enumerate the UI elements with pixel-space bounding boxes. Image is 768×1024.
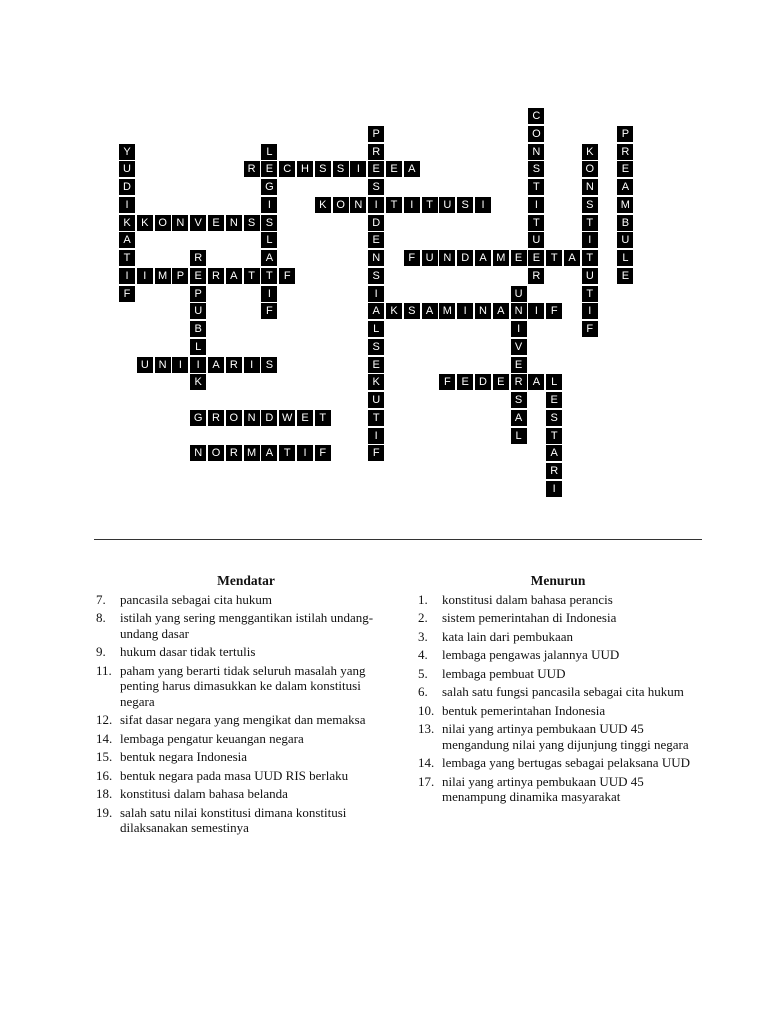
- crossword-cell: S: [368, 339, 384, 355]
- crossword-cell: K: [386, 303, 402, 319]
- crossword-cell: B: [617, 215, 633, 231]
- crossword-cell: B: [190, 321, 206, 337]
- crossword-cell: G: [261, 179, 277, 195]
- crossword-cell: L: [261, 144, 277, 160]
- clue-item: [418, 684, 704, 700]
- crossword-grid: [0, 0, 768, 500]
- crossword-cell: L: [368, 321, 384, 337]
- clue-item: [96, 731, 396, 747]
- crossword-cell: S: [315, 161, 331, 177]
- crossword-cell: R: [208, 410, 224, 426]
- crossword-cell: T: [528, 179, 544, 195]
- crossword-cell: E: [208, 215, 224, 231]
- crossword-cell: U: [528, 232, 544, 248]
- crossword-cell: T: [261, 268, 277, 284]
- crossword-cell: S: [546, 410, 562, 426]
- crossword-cell: I: [511, 321, 527, 337]
- clue-number: 12.: [96, 712, 113, 727]
- crossword-cell: N: [475, 303, 491, 319]
- crossword-cell: U: [511, 286, 527, 302]
- crossword-cell: D: [368, 215, 384, 231]
- clue-item: [418, 755, 704, 771]
- crossword-cell: I: [190, 357, 206, 373]
- crossword-cell: E: [511, 357, 527, 373]
- clue-text: paham yang berarti tidak seluruh masalah yang penting harus dimasukkan ke dalam konstitusi negara: [120, 662, 366, 709]
- clue-number: 3.: [418, 628, 428, 644]
- crossword-cell: S: [261, 357, 277, 373]
- crossword-cell: T: [119, 250, 135, 266]
- crossword-cell: N: [226, 215, 242, 231]
- crossword-cell: F: [368, 445, 384, 461]
- crossword-cell: I: [244, 357, 260, 373]
- crossword-cell: T: [528, 215, 544, 231]
- crossword-cell: O: [528, 126, 544, 142]
- clue-item: [418, 721, 704, 752]
- crossword-cell: I: [172, 357, 188, 373]
- crossword-cell: I: [119, 268, 135, 284]
- clue-number: 1.: [418, 591, 428, 607]
- crossword-cell: S: [457, 197, 473, 213]
- crossword-cell: A: [475, 250, 491, 266]
- clue-number: 19.: [96, 804, 113, 820]
- crossword-cell: A: [261, 250, 277, 266]
- divider-line: [94, 539, 702, 540]
- crossword-cell: E: [386, 161, 402, 177]
- crossword-cell: K: [119, 215, 135, 231]
- crossword-cell: I: [368, 286, 384, 302]
- clues-menurun-heading: Menurun: [530, 573, 586, 588]
- crossword-cell: N: [350, 197, 366, 213]
- crossword-cell: R: [617, 144, 633, 160]
- clue-number: 11.: [96, 662, 112, 678]
- crossword-cell: I: [404, 197, 420, 213]
- crossword-cell: U: [617, 232, 633, 248]
- crossword-cell: E: [493, 374, 509, 390]
- clue-text: salah satu fungsi pancasila sebagai cita hukum: [442, 684, 684, 699]
- crossword-cell: U: [422, 250, 438, 266]
- crossword-cell: E: [617, 268, 633, 284]
- clues-menurun-list: [418, 592, 704, 805]
- clue-number: 5.: [418, 665, 428, 681]
- clue-text: nilai yang artinya pembukaan UUD 45 mengandung nilai yang dijunjung tinggi negara: [442, 721, 689, 752]
- crossword-cell: I: [528, 197, 544, 213]
- crossword-cell: I: [368, 428, 384, 444]
- clue-text: salah satu nilai konstitusi dimana konstitusi dilaksanakan semestinya: [120, 804, 347, 835]
- crossword-cell: O: [582, 161, 598, 177]
- clue-item: [96, 712, 396, 728]
- crossword-cell: K: [368, 374, 384, 390]
- crossword-cell: I: [528, 303, 544, 319]
- crossword-cell: L: [546, 374, 562, 390]
- clue-item: [96, 749, 396, 765]
- crossword-cell: I: [297, 445, 313, 461]
- crossword-cell: T: [244, 268, 260, 284]
- crossword-cell: F: [315, 445, 331, 461]
- crossword-cell: R: [511, 374, 527, 390]
- clue-number: 6.: [418, 684, 428, 699]
- crossword-cell: A: [564, 250, 580, 266]
- crossword-cell: A: [208, 357, 224, 373]
- crossword-cell: N: [511, 303, 527, 319]
- crossword-cell: E: [617, 161, 633, 177]
- crossword-cell: I: [137, 268, 153, 284]
- crossword-cell: M: [155, 268, 171, 284]
- clue-text: sifat dasar negara yang mengikat dan memaksa: [120, 712, 366, 727]
- crossword-cell: A: [617, 179, 633, 195]
- crossword-cell: N: [528, 144, 544, 160]
- clue-text: lembaga pembuat UUD: [442, 665, 566, 681]
- crossword-cell: I: [546, 481, 562, 497]
- clue-number: 17.: [418, 773, 435, 789]
- crossword-cell: Y: [119, 144, 135, 160]
- clue-item: [96, 663, 396, 710]
- crossword-cell: T: [422, 197, 438, 213]
- clue-text: lembaga pengawas jalannya UUD: [442, 647, 620, 662]
- crossword-cell: T: [582, 215, 598, 231]
- clue-item: [96, 592, 396, 608]
- crossword-cell: E: [528, 250, 544, 266]
- clue-item: [418, 666, 704, 682]
- clues-mendatar-list: [96, 592, 396, 836]
- clue-item: [96, 805, 396, 836]
- crossword-cell: I: [119, 197, 135, 213]
- clue-item: [418, 592, 704, 608]
- crossword-cell: R: [244, 161, 260, 177]
- crossword-cell: N: [368, 250, 384, 266]
- crossword-cell: N: [582, 179, 598, 195]
- clues-mendatar-heading: Mendatar: [217, 573, 275, 588]
- clue-text: istilah yang sering menggantikan istilah undang-undang dasar: [120, 610, 374, 641]
- crossword-cell: R: [226, 445, 242, 461]
- crossword-cell: U: [137, 357, 153, 373]
- crossword-cell: T: [386, 197, 402, 213]
- clues-mendatar: [96, 573, 396, 839]
- crossword-cell: M: [617, 197, 633, 213]
- crossword-cell: E: [368, 232, 384, 248]
- crossword-cell: E: [511, 250, 527, 266]
- crossword-cell: L: [511, 428, 527, 444]
- crossword-cell: P: [617, 126, 633, 142]
- clue-text: nilai yang artinya pembukaan UUD 45 menampung dinamika masyarakat: [442, 773, 644, 804]
- crossword-cell: V: [190, 215, 206, 231]
- crossword-cell: P: [190, 286, 206, 302]
- crossword-cell: D: [119, 179, 135, 195]
- crossword-cell: F: [439, 374, 455, 390]
- crossword-cell: P: [172, 268, 188, 284]
- crossword-cell: U: [368, 392, 384, 408]
- crossword-cell: I: [261, 197, 277, 213]
- crossword-cell: A: [493, 303, 509, 319]
- crossword-cell: N: [190, 445, 206, 461]
- crossword-cell: O: [208, 445, 224, 461]
- crossword-cell: A: [422, 303, 438, 319]
- clue-item: [96, 786, 396, 802]
- crossword-cell: E: [368, 357, 384, 373]
- clue-item: [418, 610, 704, 626]
- clue-item: [418, 703, 704, 719]
- crossword-cell: F: [546, 303, 562, 319]
- clue-item: [96, 644, 396, 660]
- clue-text: pancasila sebagai cita hukum: [120, 591, 272, 607]
- clue-item: [96, 610, 396, 641]
- crossword-cell: N: [172, 215, 188, 231]
- crossword-cell: O: [155, 215, 171, 231]
- crossword-cell: N: [244, 410, 260, 426]
- clue-text: lembaga pengatur keuangan negara: [120, 730, 304, 746]
- crossword-cell: K: [190, 374, 206, 390]
- crossword-cell: I: [368, 197, 384, 213]
- crossword-cell: M: [493, 250, 509, 266]
- crossword-cell: A: [404, 161, 420, 177]
- crossword-cell: U: [439, 197, 455, 213]
- crossword-cell: A: [368, 303, 384, 319]
- crossword-cell: C: [279, 161, 295, 177]
- crossword-cell: N: [439, 250, 455, 266]
- clue-text: kata lain dari pembukaan: [442, 628, 574, 644]
- crossword-cell: I: [457, 303, 473, 319]
- crossword-cell: R: [226, 357, 242, 373]
- crossword-cell: O: [226, 410, 242, 426]
- crossword-cell: T: [546, 250, 562, 266]
- crossword-cell: A: [511, 410, 527, 426]
- crossword-cell: R: [528, 268, 544, 284]
- clue-number: 16.: [96, 767, 113, 783]
- crossword-cell: T: [582, 250, 598, 266]
- crossword-cell: S: [511, 392, 527, 408]
- crossword-cell: I: [475, 197, 491, 213]
- crossword-cell: M: [439, 303, 455, 319]
- crossword-cell: S: [528, 161, 544, 177]
- crossword-cell: R: [190, 250, 206, 266]
- crossword-cell: U: [119, 161, 135, 177]
- crossword-cell: S: [368, 179, 384, 195]
- crossword-cell: L: [261, 232, 277, 248]
- crossword-cell: N: [155, 357, 171, 373]
- clue-number: 13.: [418, 721, 435, 736]
- crossword-cell: G: [190, 410, 206, 426]
- crossword-cell: U: [582, 268, 598, 284]
- crossword-cell: T: [315, 410, 331, 426]
- crossword-cell: C: [528, 108, 544, 124]
- crossword-cell: E: [190, 268, 206, 284]
- crossword-cell: T: [368, 410, 384, 426]
- crossword-cell: L: [617, 250, 633, 266]
- clue-item: [418, 647, 704, 663]
- clues-menurun: [418, 573, 704, 808]
- clue-number: 7.: [96, 591, 106, 607]
- crossword-cell: M: [244, 445, 260, 461]
- crossword-cell: I: [350, 161, 366, 177]
- clue-number: 8.: [96, 610, 106, 625]
- clue-number: 9.: [96, 644, 106, 659]
- clue-number: 14.: [418, 755, 435, 770]
- crossword-cell: S: [404, 303, 420, 319]
- crossword-cell: F: [279, 268, 295, 284]
- clue-number: 15.: [96, 749, 113, 764]
- clue-number: 4.: [418, 647, 428, 662]
- crossword-cell: I: [261, 286, 277, 302]
- crossword-cell: I: [582, 303, 598, 319]
- crossword-cell: A: [226, 268, 242, 284]
- crossword-cell: K: [315, 197, 331, 213]
- crossword-cell: R: [208, 268, 224, 284]
- clue-item: [418, 774, 704, 805]
- clue-text: bentuk pemerintahan Indonesia: [442, 702, 606, 718]
- crossword-cell: S: [368, 268, 384, 284]
- clue-number: 2.: [418, 610, 428, 625]
- crossword-cell: S: [333, 161, 349, 177]
- clue-text: hukum dasar tidak tertulis: [120, 644, 256, 659]
- crossword-cell: A: [546, 445, 562, 461]
- crossword-cell: S: [582, 197, 598, 213]
- crossword-cell: U: [190, 303, 206, 319]
- crossword-cell: H: [297, 161, 313, 177]
- crossword-cell: P: [368, 126, 384, 142]
- crossword-cell: F: [582, 321, 598, 337]
- crossword-cell: F: [404, 250, 420, 266]
- crossword-cell: K: [582, 144, 598, 160]
- crossword-cell: V: [511, 339, 527, 355]
- clue-number: 10.: [418, 702, 435, 718]
- clue-text: bentuk negara Indonesia: [120, 749, 248, 764]
- clue-text: konstitusi dalam bahasa perancis: [442, 591, 613, 607]
- clue-text: konstitusi dalam bahasa belanda: [120, 786, 288, 801]
- clue-number: 14.: [96, 730, 113, 746]
- crossword-cell: E: [368, 161, 384, 177]
- clue-text: sistem pemerintahan di Indonesia: [442, 610, 617, 625]
- crossword-cell: O: [333, 197, 349, 213]
- crossword-cell: D: [261, 410, 277, 426]
- crossword-cell: S: [244, 215, 260, 231]
- crossword-cell: A: [261, 445, 277, 461]
- crossword-cell: W: [279, 410, 295, 426]
- crossword-cell: A: [119, 232, 135, 248]
- crossword-cell: R: [546, 463, 562, 479]
- crossword-cell: D: [457, 250, 473, 266]
- crossword-cell: L: [190, 339, 206, 355]
- crossword-cell: K: [137, 215, 153, 231]
- crossword-cell: S: [261, 215, 277, 231]
- crossword-cell: E: [261, 161, 277, 177]
- crossword-cell: R: [368, 144, 384, 160]
- clue-item: [418, 629, 704, 645]
- crossword-cell: I: [582, 232, 598, 248]
- crossword-cell: F: [119, 286, 135, 302]
- clue-number: 18.: [96, 786, 113, 801]
- crossword-cell: F: [261, 303, 277, 319]
- crossword-cell: A: [528, 374, 544, 390]
- crossword-cell: E: [546, 392, 562, 408]
- clue-text: bentuk negara pada masa UUD RIS berlaku: [120, 767, 349, 783]
- crossword-cell: E: [457, 374, 473, 390]
- crossword-cell: T: [546, 428, 562, 444]
- clue-item: [96, 768, 396, 784]
- clue-text: lembaga yang bertugas sebagai pelaksana UUD: [442, 755, 690, 770]
- crossword-cell: E: [297, 410, 313, 426]
- crossword-cell: T: [582, 286, 598, 302]
- crossword-cell: T: [279, 445, 295, 461]
- crossword-cell: D: [475, 374, 491, 390]
